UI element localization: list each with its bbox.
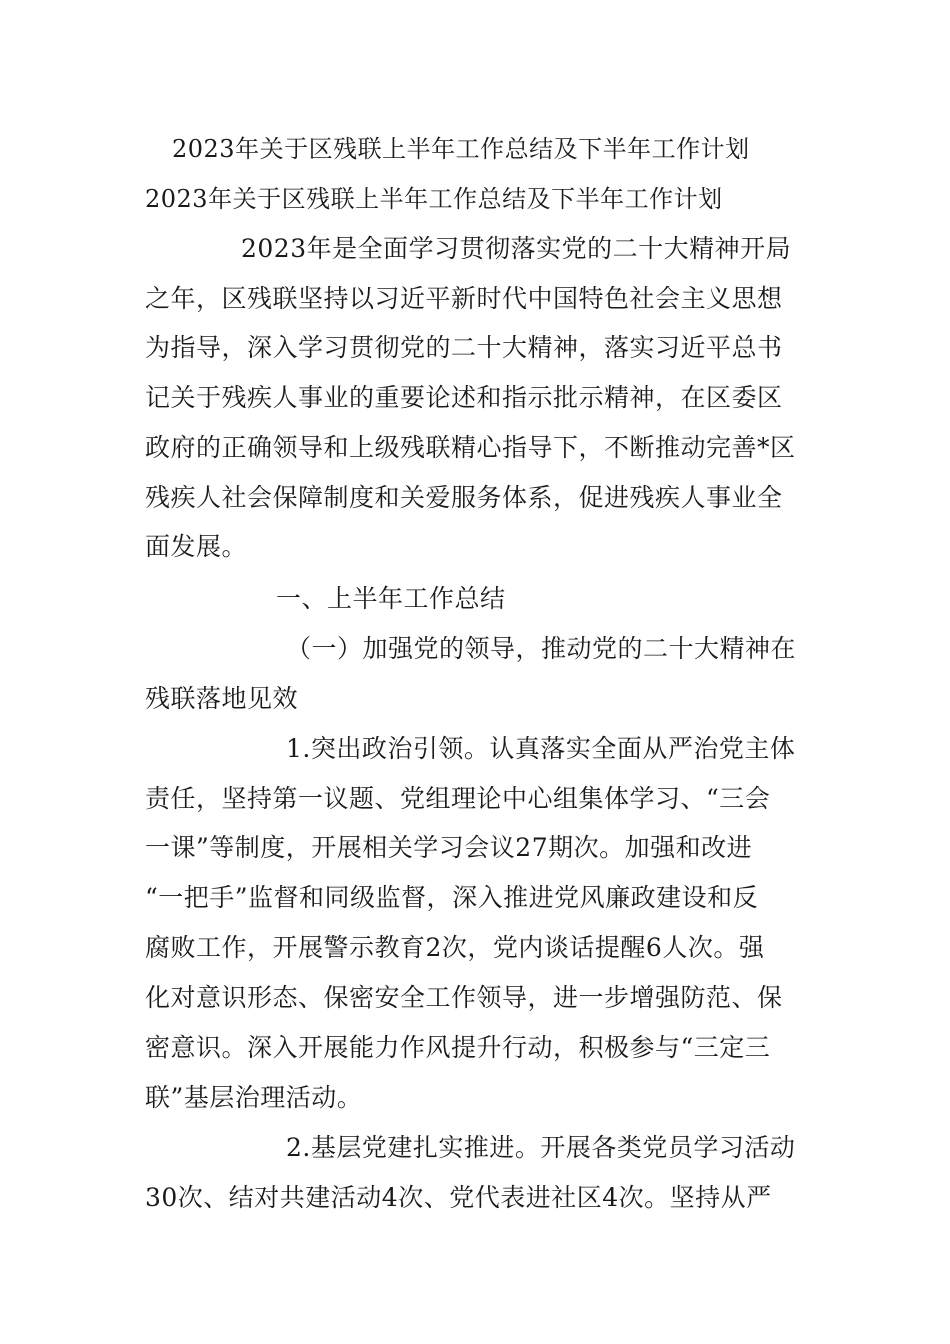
paragraph-line: 2.基层党建扎实推进。开展各类党员学习活动 [286, 1133, 796, 1162]
paragraph-line: 1.突出政治引领。认真落实全面从严治党主体 [286, 734, 796, 763]
document-subtitle: 2023年关于区残联上半年工作总结及下半年工作计划 [145, 185, 723, 213]
paragraph-line: 为指导，深入学习贯彻党的二十大精神，落实习近平总书 [145, 333, 783, 362]
subsection-heading: （一）加强党的领导，推动党的二十大精神在 [286, 634, 797, 663]
paragraph-line: 30次、结对共建活动4次、党代表进社区4次。坚持从严 [145, 1183, 772, 1212]
paragraph-line: 责任，坚持第一议题、党组理论中心组集体学习、“三会 [145, 784, 771, 813]
paragraph-line: 密意识。深入开展能力作风提升行动，积极参与“三定三 [145, 1033, 771, 1062]
paragraph-line: 腐败工作，开展警示教育2次，党内谈话提醒6人次。强 [145, 933, 765, 962]
paragraph-line: 政府的正确领导和上级残联精心指导下，不断推动完善*区 [145, 433, 796, 462]
paragraph-line: 之年，区残联坚持以习近平新时代中国特色社会主义思想 [145, 284, 783, 313]
paragraph-line: 残疾人社会保障制度和关爱服务体系，促进残疾人事业全 [145, 483, 783, 512]
paragraph-line: 2023年是全面学习贯彻落实党的二十大精神开局 [241, 234, 792, 263]
paragraph-line: 记关于残疾人事业的重要论述和指示批示精神，在区委区 [145, 383, 783, 412]
paragraph-line: 联”基层治理活动。 [145, 1083, 363, 1112]
document-title: 2023年关于区残联上半年工作总结及下半年工作计划 [172, 135, 750, 163]
paragraph-line: “一把手”监督和同级监督，深入推进党风廉政建设和反 [145, 883, 759, 912]
paragraph-line: 面发展。 [145, 532, 248, 561]
section-heading: 一、上半年工作总结 [276, 584, 506, 613]
paragraph-line: 一课”等制度，开展相关学习会议27期次。加强和改进 [145, 833, 753, 862]
paragraph-line: 化对意识形态、保密安全工作领导，进一步增强防范、保 [145, 983, 783, 1012]
subsection-heading: 残联落地见效 [145, 684, 299, 713]
